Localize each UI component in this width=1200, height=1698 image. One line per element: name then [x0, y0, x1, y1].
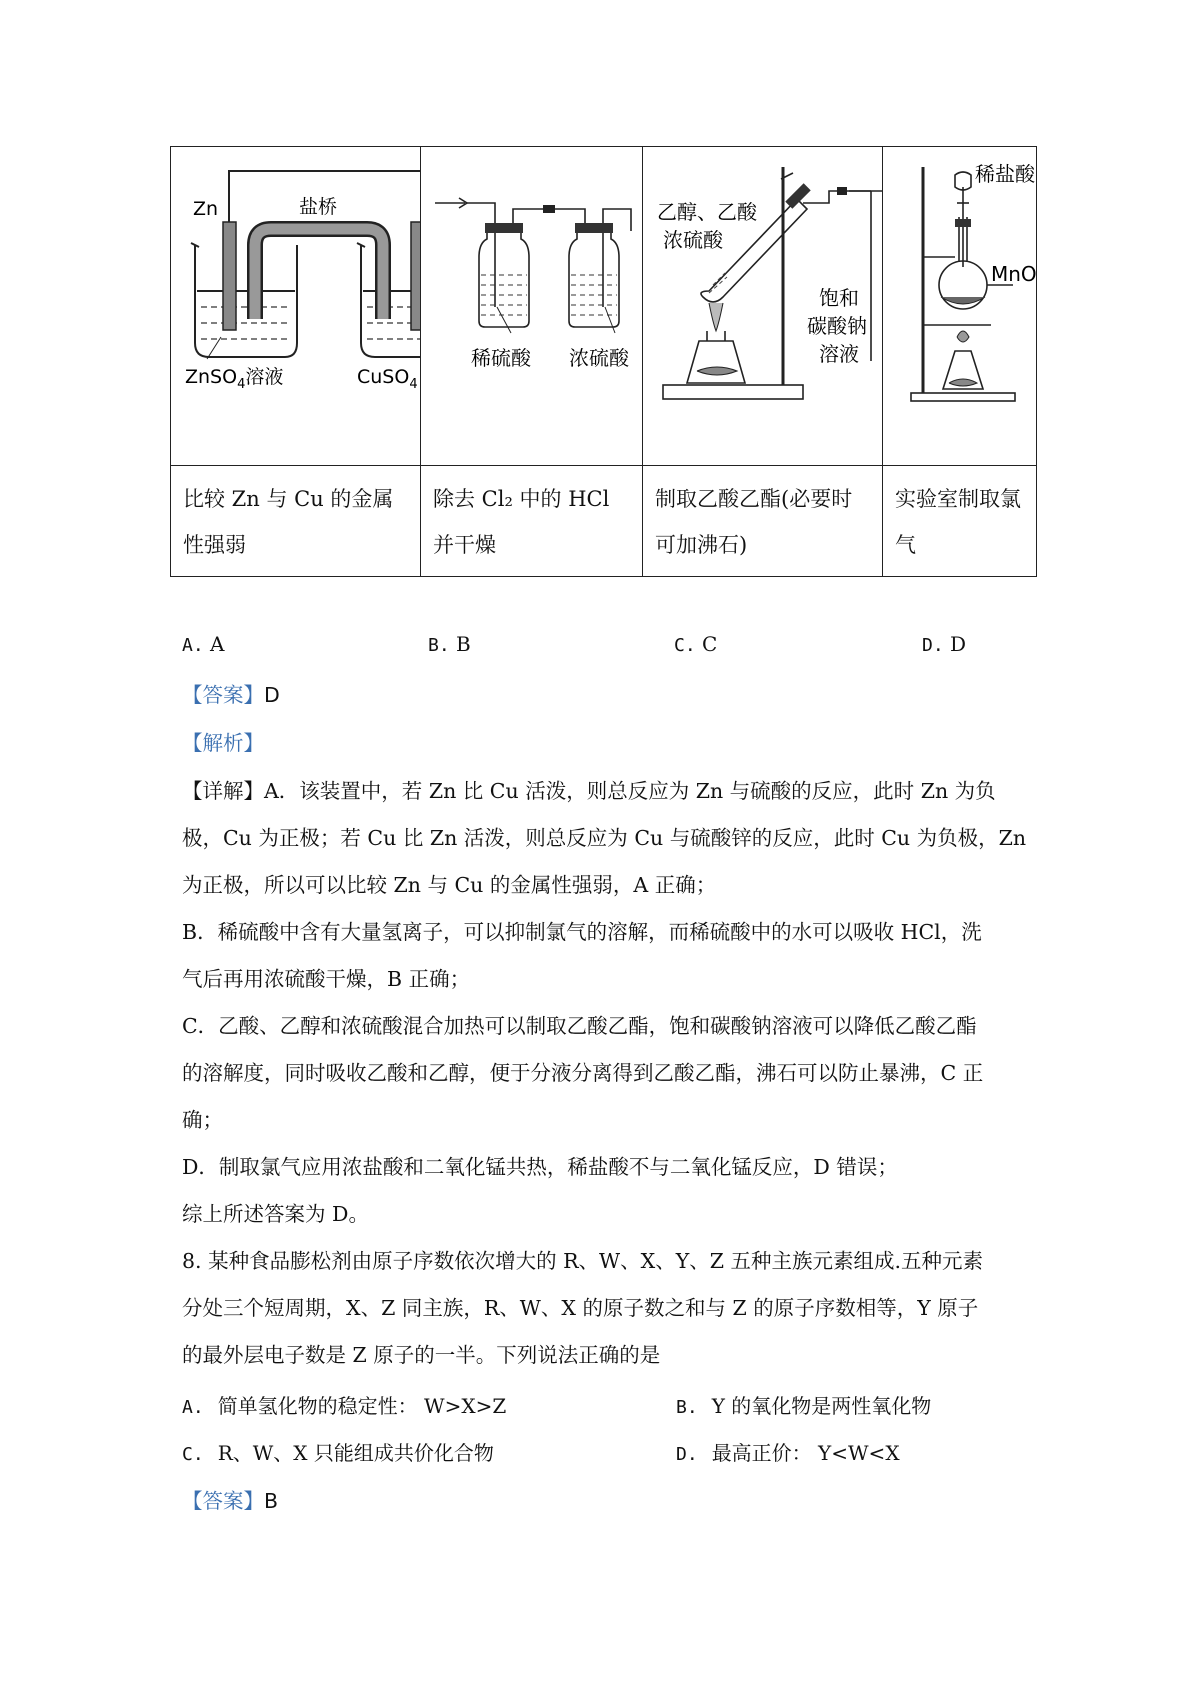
caption-option-a: 比较 Zn 与 Cu 的金属性强弱: [171, 466, 421, 577]
svg-text:ZnSO4溶液: ZnSO$_4$溶液: [185, 366, 284, 392]
figure-galvanic-cell: [171, 147, 421, 466]
caption-option-b: 除去 Cl₂ 中的 HCl 并干燥: [421, 466, 643, 577]
q7-detail-line-1: 【详解】A．该装置中，若 Zn 比 Cu 活泼，则总反应为 Zn 与硫酸的反应，此时 Zn 为负: [182, 779, 996, 803]
label-dilute-sulfuric: 稀硫酸: [471, 346, 531, 370]
label-dilute-hcl: 稀盐酸: [975, 162, 1035, 186]
galvanic-cell-diagram: [171, 147, 421, 465]
gas-washing-diagram: [421, 147, 643, 465]
q8-stem-line-2: 分处三个短周期，X、Z 同主族，R、W、X 的原子数之和与 Z 的原子序数相等，Y 原子: [182, 1296, 979, 1320]
chlorine-prep-diagram: [883, 147, 1037, 465]
q7-analysis-tag: 【解析】: [182, 731, 264, 755]
label-solution: 溶液: [819, 342, 859, 366]
label-znso4: ZnSO: [185, 366, 238, 388]
q7-option-d: D. D: [922, 632, 967, 656]
label-reagent-line1: 乙醇、乙酸: [657, 200, 757, 224]
label-mno2: MnO: [991, 262, 1037, 286]
label-conc-sulfuric: 浓硫酸: [569, 346, 629, 370]
q7-answer: 【答案】D: [182, 683, 280, 707]
label-cuso4: CuSO: [357, 366, 410, 388]
label-zn: Zn: [193, 198, 219, 220]
ethyl-acetate-diagram: [643, 147, 883, 465]
q7-detail-line-7: 的溶解度，同时吸收乙酸和乙醇，便于分液分离得到乙酸乙酯，沸石可以防止暴沸，C 正: [182, 1061, 984, 1085]
q8-option-a: A. 简单氢化物的稳定性： W>X>Z: [182, 1394, 507, 1418]
q8-stem-line-1: 8. 某种食品膨松剂由原子序数依次增大的 R、W、X、Y、Z 五种主族元素组成.五种元素: [182, 1249, 983, 1273]
q7-detail-line-2: 极，Cu 为正极；若 Cu 比 Zn 活泼，则总反应为 Cu 与硫酸锌的反应，此时 Cu 为负极，Zn: [182, 826, 1027, 850]
q7-detail-line-9: D．制取氯气应用浓盐酸和二氧化锰共热，稀盐酸不与二氧化锰反应，D 错误；: [182, 1155, 898, 1179]
q7-detail-line-5: 气后再用浓硫酸干燥，B 正确；: [182, 967, 471, 991]
q8-option-c: C. R、W、X 只能组成共价化合物: [182, 1441, 494, 1465]
q7-detail-line-10: 综上所述答案为 D。: [182, 1202, 369, 1226]
label-sodium-carbonate: 碳酸钠: [807, 314, 867, 338]
label-salt-bridge: 盐桥: [299, 196, 338, 218]
q8-stem-line-3: 的最外层电子数是 Z 原子的一半。下列说法正确的是: [182, 1343, 661, 1367]
q7-option-b: B. B: [428, 632, 471, 656]
q8-option-d: D. 最高正价： Y<W<X: [676, 1441, 900, 1465]
figure-ethyl-acetate: [643, 147, 883, 466]
q8-option-b: B. Y 的氧化物是两性氧化物: [676, 1394, 932, 1418]
experiment-table: [170, 146, 1037, 577]
q8-answer: 【答案】B: [182, 1489, 279, 1513]
caption-option-d: 实验室制取氯气: [883, 466, 1037, 577]
caption-option-c: 制取乙酸乙酯(必要时可加沸石): [643, 466, 883, 577]
figure-gas-washing: [421, 147, 643, 466]
figure-chlorine-prep: [883, 147, 1037, 466]
label-reagent-line2: 浓硫酸: [663, 228, 723, 252]
svg-text:CuSO4: CuSO$_4$: [357, 366, 418, 392]
q7-detail-line-4: B．稀硫酸中含有大量氢离子，可以抑制氯气的溶解，而稀硫酸中的水可以吸收 HCl，洗: [182, 920, 982, 944]
q7-detail-line-8: 确；: [182, 1108, 223, 1132]
label-saturated: 饱和: [819, 286, 859, 310]
q7-detail-line-3: 为正极，所以可以比较 Zn 与 Cu 的金属性强弱，A 正确；: [182, 873, 717, 897]
q7-option-c: C. C: [674, 632, 718, 656]
q7-detail-line-6: C．乙酸、乙醇和浓硫酸混合加热可以制取乙酸乙酯，饱和碳酸钠溶液可以降低乙酸乙酯: [182, 1014, 977, 1038]
q7-option-a: A. A: [182, 632, 225, 656]
